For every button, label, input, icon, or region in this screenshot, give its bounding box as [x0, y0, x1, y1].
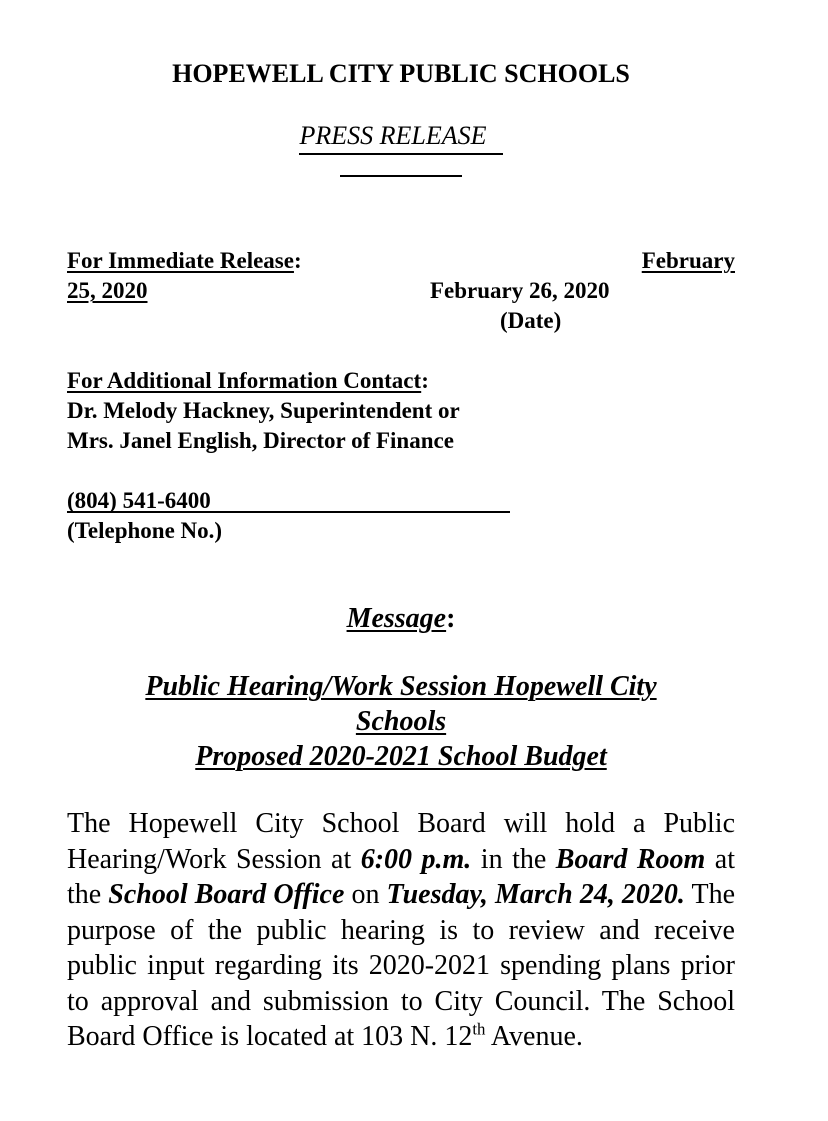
body-bold-board-room: Board Room [555, 843, 706, 875]
phone-number: (804) 541-6400 [67, 488, 211, 513]
body-paragraph [67, 806, 735, 1055]
immediate-release-colon: : [293, 248, 302, 273]
release-date-wrapped-part1: February [641, 248, 735, 273]
contact-person-1: Dr. Melody Hackney, Superintendent or [67, 398, 460, 423]
subject-heading [67, 669, 735, 774]
written-date: February 26, 2020 [430, 278, 610, 303]
contact-colon: : [421, 368, 429, 393]
subject-line-1-wrap [67, 669, 735, 704]
subject-line-2: Schools [355, 706, 447, 737]
subject-line-3-wrap [67, 739, 735, 774]
immediate-release-block [67, 246, 735, 336]
press-release-heading [67, 120, 735, 155]
subject-line-1: Public Hearing/Work Session Hopewell City [145, 671, 657, 702]
subject-line-2-wrap [67, 704, 735, 739]
phone-row [67, 486, 735, 516]
body-text-1: The Hopewell City School Board will hold a Public Hearing/Work Session at [67, 808, 735, 875]
page-title: HOPEWELL CITY PUBLIC SCHOOLS [172, 59, 630, 88]
phone-underline [67, 486, 510, 513]
body-text-2: in the [471, 843, 556, 875]
body-text-3: at the [67, 843, 735, 910]
contact-label: For Additional Information Contact [67, 368, 422, 393]
message-label: Message [346, 603, 447, 634]
contact-label-line [67, 366, 735, 396]
ordinal-superscript: th [472, 1019, 486, 1039]
press-release-heading-text: PRESS RELEASE [299, 120, 502, 155]
contact-person-2: Mrs. Janel English, Director of Finance [67, 428, 454, 453]
immediate-release-line-2 [67, 276, 735, 306]
body-bold-time: 6:00 p.m. [360, 843, 472, 875]
release-date-wrapped-part2: 25, 2020 [67, 278, 148, 303]
immediate-release-label-wrap [67, 246, 302, 276]
phone-caption: (Telephone No.) [67, 518, 223, 543]
contact-block [67, 366, 735, 546]
body-text-5: The purpose of the public hearing is to review and receive public input regarding its 2020-2021 spending plans prior to approval and submission to City Council. The School Board Office is located at 103 N. 12 [67, 879, 736, 1052]
immediate-release-line-3 [67, 306, 735, 336]
immediate-release-line-1 [67, 246, 735, 276]
message-colon: : [446, 603, 456, 634]
body-bold-office: School Board Office [108, 879, 345, 910]
divider-rule [340, 175, 462, 177]
body-bold-date: Tuesday, March 24, 2020. [386, 879, 685, 910]
date-caption: (Date) [500, 308, 562, 333]
subject-line-3: Proposed 2020-2021 School Budget [195, 741, 607, 772]
message-heading [67, 601, 735, 637]
body-text-6: Avenue. [485, 1021, 583, 1052]
body-text-4: on [344, 879, 387, 910]
immediate-release-label: For Immediate Release [67, 248, 294, 273]
